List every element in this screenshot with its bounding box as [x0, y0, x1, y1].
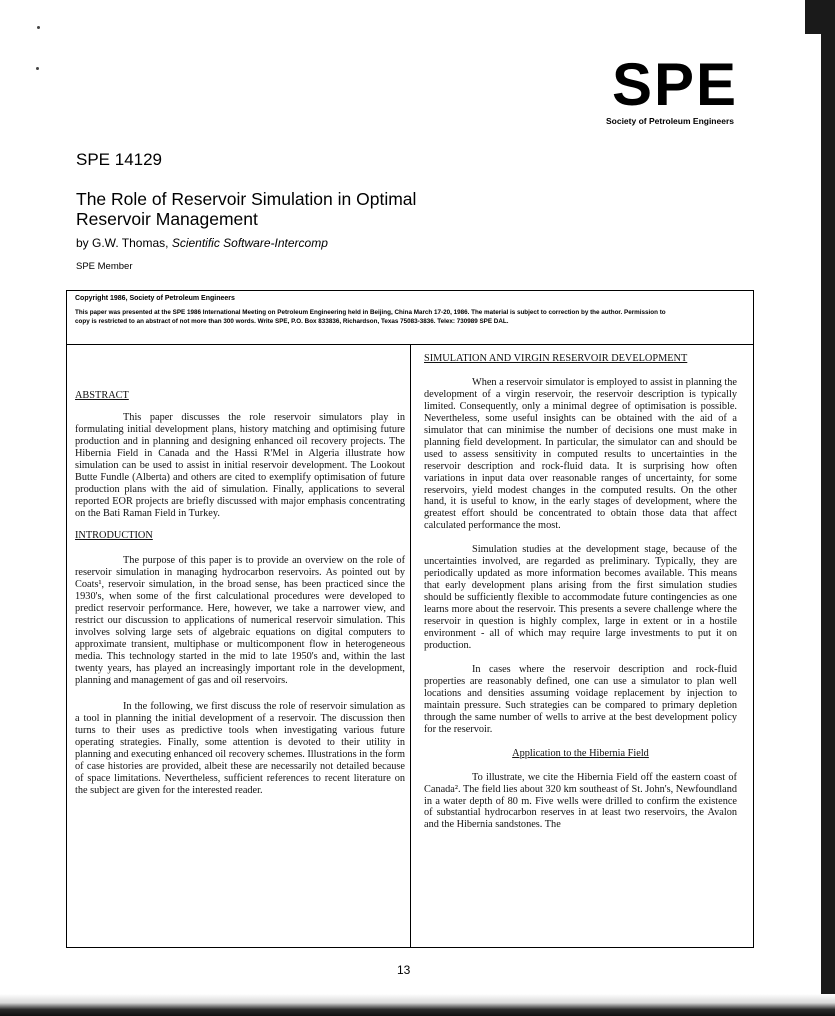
column-divider [410, 345, 411, 948]
abstract-heading: ABSTRACT [75, 390, 129, 401]
scan-shadow-bottom [0, 994, 835, 1016]
introduction-paragraph: The purpose of this paper is to provide an overview on the role of reservoir simulation in managing hydrocarbon reservoirs. As pointed out by Coats¹, reservoir simulation, in the broad sense, has been practiced since the 1930's, when some of the first calculational procedures were developed to predict reservoir performance. Here, however, we take a narrower view, and restrict our discussion to applications of numerical reservoir simulation. This involves solving large sets of algebraic equations on digital computers to approximate transient, multiphase or multicomponent flow in heterogeneous media. This technology started in the mid to late 1950's and, within the last twenty years, has played an increasingly important role in the development, planning and management of gas and oil reservoirs. [75, 555, 405, 687]
spe-logo [578, 51, 738, 126]
affiliation: Scientific Software-Intercomp [171, 236, 328, 250]
logo-subtitle: Society of Petroleum Engineers [605, 116, 734, 126]
page-number: 13 [397, 963, 411, 977]
copyright-notice: This paper was presented at the SPE 1986 International Meeting on Petroleum Engineering held in Beijing, China March 17-20, 1986. The material is subject to correction by the author. Permission to copy is restricted to an abstract of not more than 300 words. Write SPE, P.O. Box 833836, Richardson, Texas 75083-3836. Telex: 730989 SPE DAL. [75, 309, 666, 325]
logo-wordmark: SPE [611, 51, 738, 118]
body-paragraph: Simulation studies at the development stage, because of the uncertainties involved, are regarded as preliminary. Typically, they are periodically updated as more information becomes available. This means that early development plans arising from the first simulation studies should be sufficiently flexible to accommodate future contingencies as one learns more about the reservoir. This presents a severe challenge where the reservoir in question is highly complex, large in extent or in a hostile environment - all of which may require large investments to put it on production. [424, 544, 737, 651]
abstract-text: This paper discusses the role reservoir simulators play in formulating initial development plans, history matching and optimising future production and in planning and designing enhanced oil recovery projects. The Hibernia Field in Canada and the Hassi R'Mel in Algeria illustrate how simulation can be used to assist in initial reservoir development. The Lookout Butte Fundle (Alberta) and others are cited to exemplify optimisation of future production plans with the aid of simulation. Finally, applications to several reported EOR projects are briefly discussed with major emphasis concentrating on the Bati Raman Field in Turkey. [75, 411, 405, 519]
right-column [424, 353, 737, 831]
copyright-line: Copyright 1986, Society of Petroleum Engineers [75, 295, 235, 302]
scan-speck [37, 26, 40, 29]
left-column [75, 390, 405, 797]
scan-shadow-right [821, 0, 835, 1016]
member-label: SPE Member [76, 261, 133, 272]
byline [76, 236, 328, 250]
body-paragraph: When a reservoir simulator is employed to assist in planning the development of a virgin reservoir, the reservoir description is typically limited. Consequently, only a minimal degree of optimisation is possible. Nevertheless, some useful insights can be obtained with the aid of a simulator that can minimise the number of decisions one must make in planning field development. In particular, the simulator can and should be used to assess sensitivity in computed results to uncertainties in the reservoir description and rock-fluid data. It is surprising how often variations in input data over reasonable ranges of uncertainty, for some reservoirs, yield modest changes in the computed results. On the other hand, it is useful to know, in the early stages of development, where the greatest effort should be concentrated to obtain those data that affect calculated performance the most. [424, 376, 737, 532]
body-paragraph: In cases where the reservoir description and rock-fluid properties are reasonably defined, one can use a simulator to plan well locations and densities assuming voidage replacement by injection to maintain pressure. Such strategies can be compared to primary depletion through the same number of wells to arrive at the best development policy for the reservoir. [424, 663, 737, 735]
section-heading: SIMULATION AND VIRGIN RESERVOIR DEVELOPMENT [424, 353, 688, 364]
scan-speck [36, 67, 39, 70]
introduction-paragraph: In the following, we first discuss the role of reservoir simulation as a tool in planning the initial development of a reservoir. The discussion then turns to their uses as predictive tools when investigating various future operating strategies. Finally, some attention is devoted to their utility in planning and executing enhanced oil recovery schemes. Illustrations in the form of case histories are provided, albeit these are necessarily not detailed because of space limitations. Nevertheless, sufficient references to recent literature on the subject are given for the interested reader. [75, 700, 405, 796]
subsection-heading: Application to the Hibernia Field [512, 747, 649, 759]
paper-title: The Role of Reservoir Simulation in Optimal Reservoir Management [76, 189, 417, 229]
paper-number: SPE 14129 [76, 150, 163, 169]
introduction-heading: INTRODUCTION [75, 529, 153, 541]
body-paragraph: To illustrate, we cite the Hibernia Field off the eastern coast of Canada². The field lies about 320 km southeast of St. John's, Newfoundland in a water depth of 80 m. Five wells were drilled to confirm the existence of substantial hydrocarbon reserves in at least two reservoirs, the Avalon and the Hibernia sandstones. The [424, 771, 737, 831]
copyright-box [66, 290, 754, 345]
author: by G.W. Thomas, [76, 236, 172, 250]
